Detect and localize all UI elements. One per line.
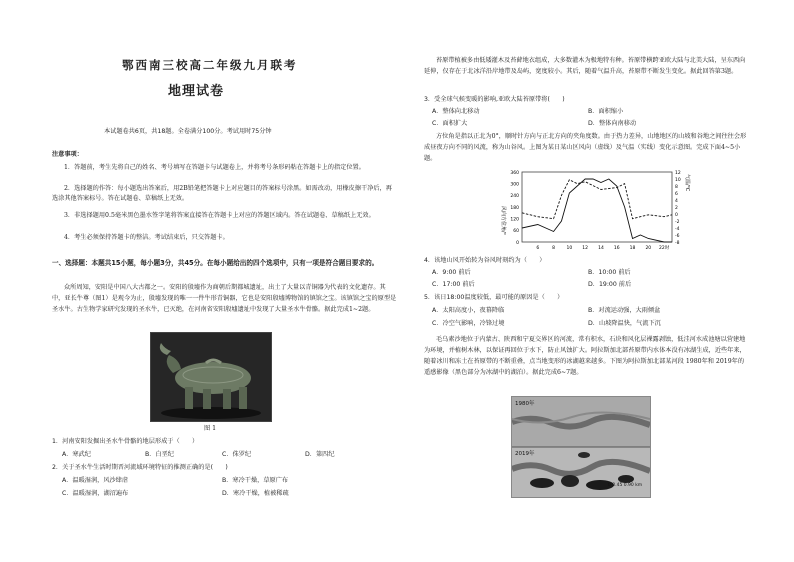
notes-item-1: 1．答题前，考生先将自己的姓名、考号填写在答题卡与试题卷上，并将考号条形码粘在答题卡上的指定位置。 xyxy=(64,164,365,171)
q3-option-d[interactable]: D．整体向南移动 xyxy=(588,120,637,127)
y-right-tick-label: -8 xyxy=(675,240,680,246)
map-scale-label: 0 0.45 0.90 xyxy=(608,483,634,488)
satellite-image xyxy=(512,397,650,497)
q1-option-a[interactable]: A．寒武纪 xyxy=(62,451,91,458)
remote-sensing-map xyxy=(511,396,651,498)
x-tick-label: 6 xyxy=(536,246,540,251)
y-right-tick-label: 8 xyxy=(675,184,678,190)
notes-heading: 注意事项： xyxy=(52,151,83,158)
q5-stem: 5．该日18:00温度较低，最可能的原因是（ ） xyxy=(424,294,564,301)
notes-item-2: 2．选择题的作答：每小题选出答案后，用2B铅笔把答题卡上对应题目的答案标号涂黑。如需改动，用橡皮擦干净后，再选涂其他答案标号。答在试题卷、草稿纸上无效。 xyxy=(52,185,392,202)
y-left-tick-label: 0 xyxy=(516,240,519,246)
y-right-tick-label: 4 xyxy=(675,198,678,204)
q5-option-a[interactable]: A．太阳高度小，夜幕降临 xyxy=(432,307,505,314)
q2-option-a[interactable]: A．温暖湿润，风沙肆虐 xyxy=(62,477,129,484)
y-left-tick-label: 60 xyxy=(513,229,519,235)
q1-option-c[interactable]: C．侏罗纪 xyxy=(222,451,252,458)
q2-option-d[interactable]: D．寒冷干燥，植被稀疏 xyxy=(222,490,289,497)
y-right-tick-label: 12 xyxy=(675,170,681,176)
map-label-1980: 1980年 xyxy=(515,401,535,407)
passage-tundra: 苔原带植被多由低矮灌木及苔藓地衣组成，大多数灌木为极地特有种。苔原带横跨亚欧大陆与北美大陆，呈东西向延伸，仅存在于北冰洋沿岸地带及岛屿，宽度较小。其后，随着气温升高，苔原带不断发生变化。据此回答第3题。 xyxy=(424,57,746,75)
x-tick-label: 12 xyxy=(582,246,589,251)
q2-stem: 2．关于圣水牛生活时期晋河流域环境特征的推测正确的是( ) xyxy=(52,464,228,471)
map-label-2019: 2019年 xyxy=(515,451,535,457)
plot-frame xyxy=(522,172,672,242)
passage-1: 众所周知，安阳是中国八大古都之一。安阳的殷墟作为商朝后期都城遗址，出土了大量以青铜器为代表的文化遗存。其中，亚长牛尊（图1）是观今为止，殷墟发现的唯一一件牛形青铜器，它也是安阳殷墟博物馆的镇馆之宝。该镇馆之宝的原型是圣水牛。古生物学家研究发现的圣水牛，已灭绝，在河南省安阳殷墟遗址中发现了大量圣水牛骨骼。据此完成1~2题。 xyxy=(52,284,397,313)
x-tick-label: 14 xyxy=(598,246,604,251)
y-left-label: 风向方位角/° xyxy=(500,206,506,236)
bronze-ox-image xyxy=(151,333,271,421)
wind-direction-line xyxy=(522,180,672,219)
q3-option-c[interactable]: C．面积扩大 xyxy=(432,120,468,127)
q4-option-b[interactable]: B．10:00 前后 xyxy=(588,269,631,276)
wind-temperature-chart xyxy=(496,166,696,258)
y-right-label: 气温/℃ xyxy=(684,174,690,192)
q5-option-c[interactable]: C．冷空气影响，冷锋过境 xyxy=(432,320,505,327)
exam-title: 鄂西南三校高二年级九月联考 xyxy=(122,58,298,72)
q1-stem: 1．河南安阳发掘出圣水牛骨骼的地层形成于（ ） xyxy=(52,438,199,445)
y-right-tick-label: 0 xyxy=(675,212,678,218)
exam-info: 本试题卷共6页，共18题。全卷满分100分。考试用时75分钟 xyxy=(104,128,272,135)
y-left-tick-label: 180 xyxy=(510,205,519,211)
y-left-tick-label: 360 xyxy=(510,170,519,176)
notes-item-3: 3．非选择题用0.5毫米黑色墨水签字笔将答案直接答在答题卡上对应的答题区域内。答在试题卷、草稿纸上无效。 xyxy=(64,212,375,219)
temperature-line xyxy=(522,179,672,242)
q3-option-a[interactable]: A．整体向北移动 xyxy=(432,108,480,115)
q4-stem: 4．该地山风开始转为谷风时刻约为（ ） xyxy=(424,257,546,264)
q5-option-d[interactable]: D．山坡降温快，气流下沉 xyxy=(588,320,661,327)
y-right-tick-label: 10 xyxy=(675,177,681,183)
y-left-tick-label: 300 xyxy=(510,182,519,188)
q3-stem: 3．受全球气候变暖的影响,亚欧大陆苔原带将( ) xyxy=(424,96,565,103)
y-right-tick-label: -6 xyxy=(675,233,680,239)
passage-wind: 方位角是指以正北为0°，顺时针方向与正北方向的夹角度数。由于热力差异，山地地区的山坡和谷地之间往往会形成昼夜方向不同的风流，称为山谷风。上图为某日某山区风向（虚线）及气温（实线）变化示意图。完成下面4~5小题。 xyxy=(424,133,747,162)
figure1-caption: 图 1 xyxy=(204,425,217,432)
notes-item-4: 4．考生必须保持答题卡的整洁。考试结束后，只交答题卡。 xyxy=(64,234,229,241)
q4-option-c[interactable]: C．17:00 前后 xyxy=(432,281,475,288)
passage-map: 毛乌素沙地位于内蒙古、陕西和宁夏交界区的河流，常有积水，石块和风化层裸露剥蚀，低洼河水成池塘以营建地为环境，并植树木林，以保证再回位于水下，防止风蚀扩大。阿拉斯加北部苔原带内水体本没有冰湖生成，近些年来，随着冰川和冻土在苔原带的不断重叠，点当地变形的冰湖越来越多。下图为阿拉斯加北部某河段 1980年和 2019年的遥感影像（黑色部分为冰湖中的湖泊）。据此完成6~7题。 xyxy=(424,336,746,376)
section1-heading: 一、选择题：本题共15小题，每小题3分，共45分。在每小题给出的四个选项中，只有一项是符合题目要求的。 xyxy=(52,259,379,267)
q3-option-b[interactable]: B．面积缩小 xyxy=(588,108,624,115)
bronze-ox-photo xyxy=(150,332,272,422)
q2-option-b[interactable]: B．寒冷干燥，草原广布 xyxy=(222,477,289,484)
y-right-tick-label: -2 xyxy=(675,219,680,225)
q5-option-b[interactable]: B．对流运动强，大雨倾盆 xyxy=(588,307,661,314)
x-tick-label: 8 xyxy=(552,246,556,251)
subject-title: 地理试卷 xyxy=(168,84,225,99)
y-left-tick-label: 120 xyxy=(510,217,519,223)
q1-option-d[interactable]: D．第四纪 xyxy=(305,451,335,458)
x-tick-label: 18 xyxy=(629,246,636,251)
map-scale-bar xyxy=(608,483,642,488)
y-right-tick-label: 6 xyxy=(675,191,678,197)
x-tick-label: 16 xyxy=(613,246,620,251)
y-right-tick-label: -4 xyxy=(675,226,680,232)
map-scale-unit: km xyxy=(635,483,643,488)
x-tick-label: 20 xyxy=(645,246,652,251)
x-tick-label: 10 xyxy=(566,246,573,251)
q4-option-a[interactable]: A．9:00 前后 xyxy=(432,269,471,276)
x-tick-label: 22时 xyxy=(658,246,670,251)
q1-option-b[interactable]: B．白垩纪 xyxy=(145,451,174,458)
q2-option-c[interactable]: C．温暖湿润，湖沼遍布 xyxy=(62,490,129,497)
y-left-tick-label: 240 xyxy=(510,194,519,200)
y-right-tick-label: 2 xyxy=(675,205,678,211)
q4-option-d[interactable]: D．19:00 前后 xyxy=(588,281,632,288)
